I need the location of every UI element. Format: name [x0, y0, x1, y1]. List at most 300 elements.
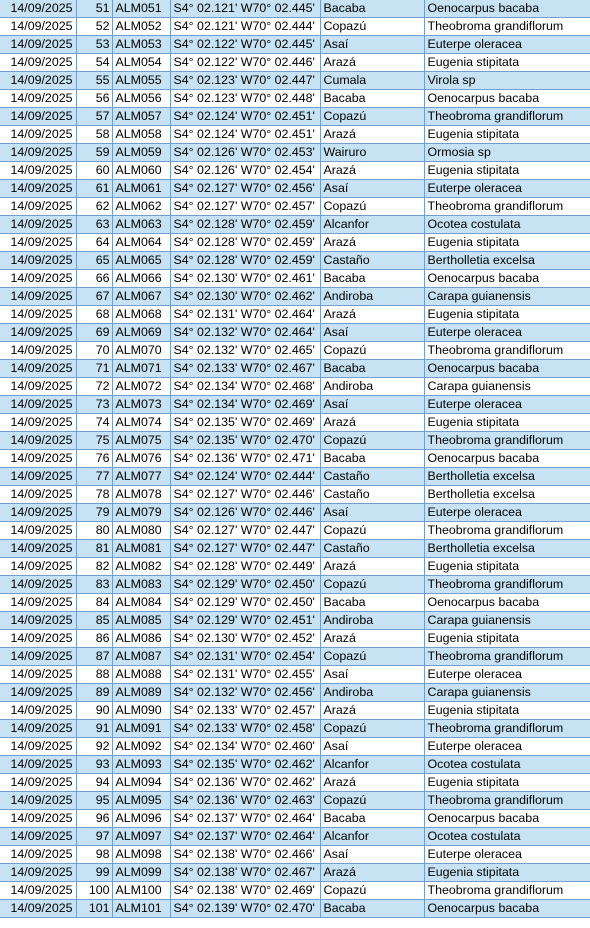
date-cell[interactable]: 14/09/2025 — [0, 432, 76, 450]
scientific-name-cell[interactable]: Oenocarpus bacaba — [424, 810, 590, 828]
code-cell[interactable]: ALM086 — [112, 630, 170, 648]
scientific-name-cell[interactable]: Theobroma grandiflorum — [424, 792, 590, 810]
common-name-cell[interactable]: Asaí — [320, 666, 424, 684]
number-cell[interactable]: 63 — [76, 216, 112, 234]
code-cell[interactable]: ALM062 — [112, 198, 170, 216]
coordinates-cell[interactable]: S4° 02.122' W70° 02.445' — [170, 36, 320, 54]
code-cell[interactable]: ALM072 — [112, 378, 170, 396]
number-cell[interactable]: 95 — [76, 792, 112, 810]
date-cell[interactable]: 14/09/2025 — [0, 576, 76, 594]
scientific-name-cell[interactable]: Theobroma grandiflorum — [424, 432, 590, 450]
number-cell[interactable]: 90 — [76, 702, 112, 720]
date-cell[interactable]: 14/09/2025 — [0, 738, 76, 756]
scientific-name-cell[interactable]: Oenocarpus bacaba — [424, 900, 590, 918]
common-name-cell[interactable]: Bacaba — [320, 450, 424, 468]
date-cell[interactable]: 14/09/2025 — [0, 270, 76, 288]
coordinates-cell[interactable]: S4° 02.130' W70° 02.462' — [170, 288, 320, 306]
code-cell[interactable]: ALM096 — [112, 810, 170, 828]
common-name-cell[interactable]: Bacaba — [320, 900, 424, 918]
scientific-name-cell[interactable]: Oenocarpus bacaba — [424, 360, 590, 378]
coordinates-cell[interactable]: S4° 02.123' W70° 02.447' — [170, 72, 320, 90]
coordinates-cell[interactable]: S4° 02.127' W70° 02.446' — [170, 486, 320, 504]
scientific-name-cell[interactable]: Euterpe oleracea — [424, 324, 590, 342]
number-cell[interactable]: 80 — [76, 522, 112, 540]
scientific-name-cell[interactable]: Oenocarpus bacaba — [424, 90, 590, 108]
number-cell[interactable]: 99 — [76, 864, 112, 882]
common-name-cell[interactable]: Arazá — [320, 630, 424, 648]
common-name-cell[interactable]: Andiroba — [320, 378, 424, 396]
date-cell[interactable]: 14/09/2025 — [0, 54, 76, 72]
scientific-name-cell[interactable]: Eugenia stipitata — [424, 774, 590, 792]
code-cell[interactable]: ALM099 — [112, 864, 170, 882]
coordinates-cell[interactable]: S4° 02.126' W70° 02.454' — [170, 162, 320, 180]
common-name-cell[interactable]: Arazá — [320, 234, 424, 252]
coordinates-cell[interactable]: S4° 02.122' W70° 02.446' — [170, 54, 320, 72]
scientific-name-cell[interactable]: Bertholletia excelsa — [424, 540, 590, 558]
coordinates-cell[interactable]: S4° 02.136' W70° 02.463' — [170, 792, 320, 810]
coordinates-cell[interactable]: S4° 02.128' W70° 02.449' — [170, 558, 320, 576]
number-cell[interactable]: 88 — [76, 666, 112, 684]
code-cell[interactable]: ALM061 — [112, 180, 170, 198]
common-name-cell[interactable]: Andiroba — [320, 288, 424, 306]
code-cell[interactable]: ALM098 — [112, 846, 170, 864]
number-cell[interactable]: 70 — [76, 342, 112, 360]
scientific-name-cell[interactable]: Eugenia stipitata — [424, 414, 590, 432]
code-cell[interactable]: ALM088 — [112, 666, 170, 684]
date-cell[interactable]: 14/09/2025 — [0, 378, 76, 396]
scientific-name-cell[interactable]: Eugenia stipitata — [424, 162, 590, 180]
date-cell[interactable]: 14/09/2025 — [0, 180, 76, 198]
coordinates-cell[interactable]: S4° 02.130' W70° 02.452' — [170, 630, 320, 648]
scientific-name-cell[interactable]: Eugenia stipitata — [424, 234, 590, 252]
number-cell[interactable]: 77 — [76, 468, 112, 486]
coordinates-cell[interactable]: S4° 02.130' W70° 02.461' — [170, 270, 320, 288]
common-name-cell[interactable]: Arazá — [320, 54, 424, 72]
coordinates-cell[interactable]: S4° 02.134' W70° 02.460' — [170, 738, 320, 756]
common-name-cell[interactable]: Alcanfor — [320, 828, 424, 846]
date-cell[interactable]: 14/09/2025 — [0, 846, 76, 864]
number-cell[interactable]: 67 — [76, 288, 112, 306]
coordinates-cell[interactable]: S4° 02.136' W70° 02.471' — [170, 450, 320, 468]
number-cell[interactable]: 51 — [76, 0, 112, 18]
scientific-name-cell[interactable]: Bertholletia excelsa — [424, 252, 590, 270]
date-cell[interactable]: 14/09/2025 — [0, 90, 76, 108]
coordinates-cell[interactable]: S4° 02.126' W70° 02.446' — [170, 504, 320, 522]
scientific-name-cell[interactable]: Oenocarpus bacaba — [424, 594, 590, 612]
common-name-cell[interactable]: Wairuro — [320, 144, 424, 162]
code-cell[interactable]: ALM078 — [112, 486, 170, 504]
number-cell[interactable]: 60 — [76, 162, 112, 180]
coordinates-cell[interactable]: S4° 02.123' W70° 02.448' — [170, 90, 320, 108]
number-cell[interactable]: 97 — [76, 828, 112, 846]
scientific-name-cell[interactable]: Oenocarpus bacaba — [424, 270, 590, 288]
code-cell[interactable]: ALM063 — [112, 216, 170, 234]
scientific-name-cell[interactable]: Theobroma grandiflorum — [424, 198, 590, 216]
common-name-cell[interactable]: Arazá — [320, 702, 424, 720]
scientific-name-cell[interactable]: Ocotea costulata — [424, 216, 590, 234]
common-name-cell[interactable]: Bacaba — [320, 0, 424, 18]
scientific-name-cell[interactable]: Euterpe oleracea — [424, 180, 590, 198]
date-cell[interactable]: 14/09/2025 — [0, 144, 76, 162]
number-cell[interactable]: 87 — [76, 648, 112, 666]
scientific-name-cell[interactable]: Euterpe oleracea — [424, 666, 590, 684]
code-cell[interactable]: ALM084 — [112, 594, 170, 612]
scientific-name-cell[interactable]: Eugenia stipitata — [424, 630, 590, 648]
common-name-cell[interactable]: Arazá — [320, 864, 424, 882]
code-cell[interactable]: ALM094 — [112, 774, 170, 792]
date-cell[interactable]: 14/09/2025 — [0, 414, 76, 432]
coordinates-cell[interactable]: S4° 02.126' W70° 02.453' — [170, 144, 320, 162]
code-cell[interactable]: ALM067 — [112, 288, 170, 306]
common-name-cell[interactable]: Asaí — [320, 36, 424, 54]
coordinates-cell[interactable]: S4° 02.136' W70° 02.462' — [170, 774, 320, 792]
coordinates-cell[interactable]: S4° 02.134' W70° 02.469' — [170, 396, 320, 414]
common-name-cell[interactable]: Arazá — [320, 774, 424, 792]
date-cell[interactable]: 14/09/2025 — [0, 648, 76, 666]
date-cell[interactable]: 14/09/2025 — [0, 108, 76, 126]
common-name-cell[interactable]: Copazú — [320, 18, 424, 36]
date-cell[interactable]: 14/09/2025 — [0, 288, 76, 306]
code-cell[interactable]: ALM093 — [112, 756, 170, 774]
scientific-name-cell[interactable]: Euterpe oleracea — [424, 504, 590, 522]
date-cell[interactable]: 14/09/2025 — [0, 18, 76, 36]
number-cell[interactable]: 52 — [76, 18, 112, 36]
scientific-name-cell[interactable]: Oenocarpus bacaba — [424, 0, 590, 18]
code-cell[interactable]: ALM051 — [112, 0, 170, 18]
coordinates-cell[interactable]: S4° 02.133' W70° 02.467' — [170, 360, 320, 378]
number-cell[interactable]: 82 — [76, 558, 112, 576]
number-cell[interactable]: 85 — [76, 612, 112, 630]
number-cell[interactable]: 53 — [76, 36, 112, 54]
common-name-cell[interactable]: Bacaba — [320, 810, 424, 828]
code-cell[interactable]: ALM092 — [112, 738, 170, 756]
common-name-cell[interactable]: Bacaba — [320, 594, 424, 612]
coordinates-cell[interactable]: S4° 02.131' W70° 02.454' — [170, 648, 320, 666]
number-cell[interactable]: 55 — [76, 72, 112, 90]
coordinates-cell[interactable]: S4° 02.135' W70° 02.470' — [170, 432, 320, 450]
number-cell[interactable]: 89 — [76, 684, 112, 702]
common-name-cell[interactable]: Copazú — [320, 198, 424, 216]
common-name-cell[interactable]: Cumala — [320, 72, 424, 90]
number-cell[interactable]: 101 — [76, 900, 112, 918]
number-cell[interactable]: 78 — [76, 486, 112, 504]
date-cell[interactable]: 14/09/2025 — [0, 252, 76, 270]
scientific-name-cell[interactable]: Eugenia stipitata — [424, 864, 590, 882]
common-name-cell[interactable]: Copazú — [320, 648, 424, 666]
scientific-name-cell[interactable]: Theobroma grandiflorum — [424, 720, 590, 738]
scientific-name-cell[interactable]: Theobroma grandiflorum — [424, 342, 590, 360]
date-cell[interactable]: 14/09/2025 — [0, 324, 76, 342]
date-cell[interactable]: 14/09/2025 — [0, 684, 76, 702]
number-cell[interactable]: 94 — [76, 774, 112, 792]
scientific-name-cell[interactable]: Eugenia stipitata — [424, 558, 590, 576]
common-name-cell[interactable]: Asaí — [320, 396, 424, 414]
coordinates-cell[interactable]: S4° 02.133' W70° 02.457' — [170, 702, 320, 720]
date-cell[interactable]: 14/09/2025 — [0, 594, 76, 612]
scientific-name-cell[interactable]: Ocotea costulata — [424, 828, 590, 846]
number-cell[interactable]: 58 — [76, 126, 112, 144]
date-cell[interactable]: 14/09/2025 — [0, 828, 76, 846]
scientific-name-cell[interactable]: Ocotea costulata — [424, 756, 590, 774]
date-cell[interactable]: 14/09/2025 — [0, 216, 76, 234]
scientific-name-cell[interactable]: Carapa guianensis — [424, 612, 590, 630]
coordinates-cell[interactable]: S4° 02.135' W70° 02.462' — [170, 756, 320, 774]
scientific-name-cell[interactable]: Theobroma grandiflorum — [424, 882, 590, 900]
scientific-name-cell[interactable]: Theobroma grandiflorum — [424, 522, 590, 540]
coordinates-cell[interactable]: S4° 02.132' W70° 02.464' — [170, 324, 320, 342]
date-cell[interactable]: 14/09/2025 — [0, 126, 76, 144]
code-cell[interactable]: ALM071 — [112, 360, 170, 378]
common-name-cell[interactable]: Andiroba — [320, 684, 424, 702]
number-cell[interactable]: 84 — [76, 594, 112, 612]
scientific-name-cell[interactable]: Eugenia stipitata — [424, 306, 590, 324]
coordinates-cell[interactable]: S4° 02.129' W70° 02.451' — [170, 612, 320, 630]
code-cell[interactable]: ALM066 — [112, 270, 170, 288]
coordinates-cell[interactable]: S4° 02.127' W70° 02.447' — [170, 522, 320, 540]
code-cell[interactable]: ALM085 — [112, 612, 170, 630]
common-name-cell[interactable]: Arazá — [320, 306, 424, 324]
date-cell[interactable]: 14/09/2025 — [0, 360, 76, 378]
common-name-cell[interactable]: Castaño — [320, 252, 424, 270]
number-cell[interactable]: 65 — [76, 252, 112, 270]
code-cell[interactable]: ALM069 — [112, 324, 170, 342]
common-name-cell[interactable]: Arazá — [320, 126, 424, 144]
code-cell[interactable]: ALM056 — [112, 90, 170, 108]
number-cell[interactable]: 91 — [76, 720, 112, 738]
scientific-name-cell[interactable]: Virola sp — [424, 72, 590, 90]
common-name-cell[interactable]: Andiroba — [320, 612, 424, 630]
date-cell[interactable]: 14/09/2025 — [0, 864, 76, 882]
number-cell[interactable]: 57 — [76, 108, 112, 126]
code-cell[interactable]: ALM064 — [112, 234, 170, 252]
date-cell[interactable]: 14/09/2025 — [0, 486, 76, 504]
date-cell[interactable]: 14/09/2025 — [0, 792, 76, 810]
scientific-name-cell[interactable]: Eugenia stipitata — [424, 702, 590, 720]
coordinates-cell[interactable]: S4° 02.124' W70° 02.451' — [170, 108, 320, 126]
number-cell[interactable]: 83 — [76, 576, 112, 594]
common-name-cell[interactable]: Castaño — [320, 540, 424, 558]
coordinates-cell[interactable]: S4° 02.124' W70° 02.444' — [170, 468, 320, 486]
common-name-cell[interactable]: Copazú — [320, 720, 424, 738]
number-cell[interactable]: 62 — [76, 198, 112, 216]
code-cell[interactable]: ALM075 — [112, 432, 170, 450]
coordinates-cell[interactable]: S4° 02.128' W70° 02.459' — [170, 216, 320, 234]
date-cell[interactable]: 14/09/2025 — [0, 504, 76, 522]
coordinates-cell[interactable]: S4° 02.137' W70° 02.464' — [170, 828, 320, 846]
scientific-name-cell[interactable]: Euterpe oleracea — [424, 846, 590, 864]
common-name-cell[interactable]: Arazá — [320, 414, 424, 432]
number-cell[interactable]: 81 — [76, 540, 112, 558]
number-cell[interactable]: 96 — [76, 810, 112, 828]
date-cell[interactable]: 14/09/2025 — [0, 234, 76, 252]
common-name-cell[interactable]: Asaí — [320, 846, 424, 864]
code-cell[interactable]: ALM095 — [112, 792, 170, 810]
date-cell[interactable]: 14/09/2025 — [0, 558, 76, 576]
coordinates-cell[interactable]: S4° 02.128' W70° 02.459' — [170, 234, 320, 252]
code-cell[interactable]: ALM057 — [112, 108, 170, 126]
date-cell[interactable]: 14/09/2025 — [0, 882, 76, 900]
code-cell[interactable]: ALM079 — [112, 504, 170, 522]
coordinates-cell[interactable]: S4° 02.129' W70° 02.450' — [170, 576, 320, 594]
code-cell[interactable]: ALM087 — [112, 648, 170, 666]
code-cell[interactable]: ALM060 — [112, 162, 170, 180]
scientific-name-cell[interactable]: Bertholletia excelsa — [424, 468, 590, 486]
number-cell[interactable]: 79 — [76, 504, 112, 522]
number-cell[interactable]: 93 — [76, 756, 112, 774]
coordinates-cell[interactable]: S4° 02.132' W70° 02.456' — [170, 684, 320, 702]
coordinates-cell[interactable]: S4° 02.121' W70° 02.444' — [170, 18, 320, 36]
date-cell[interactable]: 14/09/2025 — [0, 810, 76, 828]
number-cell[interactable]: 100 — [76, 882, 112, 900]
date-cell[interactable]: 14/09/2025 — [0, 72, 76, 90]
code-cell[interactable]: ALM055 — [112, 72, 170, 90]
coordinates-cell[interactable]: S4° 02.133' W70° 02.458' — [170, 720, 320, 738]
number-cell[interactable]: 86 — [76, 630, 112, 648]
number-cell[interactable]: 75 — [76, 432, 112, 450]
scientific-name-cell[interactable]: Eugenia stipitata — [424, 126, 590, 144]
scientific-name-cell[interactable]: Eugenia stipitata — [424, 54, 590, 72]
scientific-name-cell[interactable]: Carapa guianensis — [424, 288, 590, 306]
code-cell[interactable]: ALM068 — [112, 306, 170, 324]
coordinates-cell[interactable]: S4° 02.131' W70° 02.464' — [170, 306, 320, 324]
code-cell[interactable]: ALM101 — [112, 900, 170, 918]
coordinates-cell[interactable]: S4° 02.124' W70° 02.451' — [170, 126, 320, 144]
code-cell[interactable]: ALM081 — [112, 540, 170, 558]
number-cell[interactable]: 56 — [76, 90, 112, 108]
date-cell[interactable]: 14/09/2025 — [0, 198, 76, 216]
scientific-name-cell[interactable]: Ormosia sp — [424, 144, 590, 162]
code-cell[interactable]: ALM089 — [112, 684, 170, 702]
common-name-cell[interactable]: Copazú — [320, 432, 424, 450]
scientific-name-cell[interactable]: Theobroma grandiflorum — [424, 108, 590, 126]
code-cell[interactable]: ALM077 — [112, 468, 170, 486]
coordinates-cell[interactable]: S4° 02.138' W70° 02.469' — [170, 882, 320, 900]
common-name-cell[interactable]: Bacaba — [320, 360, 424, 378]
common-name-cell[interactable]: Bacaba — [320, 90, 424, 108]
scientific-name-cell[interactable]: Euterpe oleracea — [424, 738, 590, 756]
code-cell[interactable]: ALM073 — [112, 396, 170, 414]
number-cell[interactable]: 68 — [76, 306, 112, 324]
date-cell[interactable]: 14/09/2025 — [0, 522, 76, 540]
code-cell[interactable]: ALM058 — [112, 126, 170, 144]
scientific-name-cell[interactable]: Bertholletia excelsa — [424, 486, 590, 504]
common-name-cell[interactable]: Asaí — [320, 324, 424, 342]
date-cell[interactable]: 14/09/2025 — [0, 720, 76, 738]
date-cell[interactable]: 14/09/2025 — [0, 666, 76, 684]
coordinates-cell[interactable]: S4° 02.135' W70° 02.469' — [170, 414, 320, 432]
code-cell[interactable]: ALM076 — [112, 450, 170, 468]
number-cell[interactable]: 61 — [76, 180, 112, 198]
common-name-cell[interactable]: Asaí — [320, 738, 424, 756]
coordinates-cell[interactable]: S4° 02.129' W70° 02.450' — [170, 594, 320, 612]
coordinates-cell[interactable]: S4° 02.132' W70° 02.465' — [170, 342, 320, 360]
date-cell[interactable]: 14/09/2025 — [0, 36, 76, 54]
number-cell[interactable]: 71 — [76, 360, 112, 378]
scientific-name-cell[interactable]: Theobroma grandiflorum — [424, 648, 590, 666]
common-name-cell[interactable]: Arazá — [320, 162, 424, 180]
date-cell[interactable]: 14/09/2025 — [0, 774, 76, 792]
scientific-name-cell[interactable]: Euterpe oleracea — [424, 396, 590, 414]
date-cell[interactable]: 14/09/2025 — [0, 702, 76, 720]
date-cell[interactable]: 14/09/2025 — [0, 306, 76, 324]
number-cell[interactable]: 74 — [76, 414, 112, 432]
number-cell[interactable]: 59 — [76, 144, 112, 162]
number-cell[interactable]: 72 — [76, 378, 112, 396]
coordinates-cell[interactable]: S4° 02.138' W70° 02.466' — [170, 846, 320, 864]
coordinates-cell[interactable]: S4° 02.131' W70° 02.455' — [170, 666, 320, 684]
code-cell[interactable]: ALM054 — [112, 54, 170, 72]
code-cell[interactable]: ALM065 — [112, 252, 170, 270]
scientific-name-cell[interactable]: Oenocarpus bacaba — [424, 450, 590, 468]
number-cell[interactable]: 73 — [76, 396, 112, 414]
coordinates-cell[interactable]: S4° 02.128' W70° 02.459' — [170, 252, 320, 270]
coordinates-cell[interactable]: S4° 02.127' W70° 02.447' — [170, 540, 320, 558]
scientific-name-cell[interactable]: Theobroma grandiflorum — [424, 576, 590, 594]
common-name-cell[interactable]: Castaño — [320, 468, 424, 486]
coordinates-cell[interactable]: S4° 02.134' W70° 02.468' — [170, 378, 320, 396]
common-name-cell[interactable]: Copazú — [320, 342, 424, 360]
common-name-cell[interactable]: Copazú — [320, 108, 424, 126]
common-name-cell[interactable]: Alcanfor — [320, 216, 424, 234]
common-name-cell[interactable]: Asaí — [320, 504, 424, 522]
common-name-cell[interactable]: Copazú — [320, 882, 424, 900]
common-name-cell[interactable]: Copazú — [320, 522, 424, 540]
scientific-name-cell[interactable]: Theobroma grandiflorum — [424, 18, 590, 36]
scientific-name-cell[interactable]: Euterpe oleracea — [424, 36, 590, 54]
common-name-cell[interactable]: Castaño — [320, 486, 424, 504]
coordinates-cell[interactable]: S4° 02.127' W70° 02.456' — [170, 180, 320, 198]
date-cell[interactable]: 14/09/2025 — [0, 630, 76, 648]
date-cell[interactable]: 14/09/2025 — [0, 468, 76, 486]
common-name-cell[interactable]: Bacaba — [320, 270, 424, 288]
code-cell[interactable]: ALM059 — [112, 144, 170, 162]
code-cell[interactable]: ALM090 — [112, 702, 170, 720]
common-name-cell[interactable]: Arazá — [320, 558, 424, 576]
common-name-cell[interactable]: Asaí — [320, 180, 424, 198]
date-cell[interactable]: 14/09/2025 — [0, 162, 76, 180]
number-cell[interactable]: 54 — [76, 54, 112, 72]
date-cell[interactable]: 14/09/2025 — [0, 450, 76, 468]
code-cell[interactable]: ALM097 — [112, 828, 170, 846]
code-cell[interactable]: ALM083 — [112, 576, 170, 594]
number-cell[interactable]: 76 — [76, 450, 112, 468]
code-cell[interactable]: ALM100 — [112, 882, 170, 900]
date-cell[interactable]: 14/09/2025 — [0, 396, 76, 414]
coordinates-cell[interactable]: S4° 02.139' W70° 02.470' — [170, 900, 320, 918]
common-name-cell[interactable]: Copazú — [320, 576, 424, 594]
date-cell[interactable]: 14/09/2025 — [0, 540, 76, 558]
scientific-name-cell[interactable]: Carapa guianensis — [424, 684, 590, 702]
date-cell[interactable]: 14/09/2025 — [0, 342, 76, 360]
number-cell[interactable]: 98 — [76, 846, 112, 864]
code-cell[interactable]: ALM091 — [112, 720, 170, 738]
common-name-cell[interactable]: Alcanfor — [320, 756, 424, 774]
coordinates-cell[interactable]: S4° 02.138' W70° 02.467' — [170, 864, 320, 882]
code-cell[interactable]: ALM053 — [112, 36, 170, 54]
code-cell[interactable]: ALM070 — [112, 342, 170, 360]
number-cell[interactable]: 64 — [76, 234, 112, 252]
scientific-name-cell[interactable]: Carapa guianensis — [424, 378, 590, 396]
coordinates-cell[interactable]: S4° 02.127' W70° 02.457' — [170, 198, 320, 216]
coordinates-cell[interactable]: S4° 02.137' W70° 02.464' — [170, 810, 320, 828]
date-cell[interactable]: 14/09/2025 — [0, 612, 76, 630]
code-cell[interactable]: ALM074 — [112, 414, 170, 432]
date-cell[interactable]: 14/09/2025 — [0, 756, 76, 774]
date-cell[interactable]: 14/09/2025 — [0, 900, 76, 918]
date-cell[interactable]: 14/09/2025 — [0, 0, 76, 18]
coordinates-cell[interactable]: S4° 02.121' W70° 02.445' — [170, 0, 320, 18]
common-name-cell[interactable]: Copazú — [320, 792, 424, 810]
